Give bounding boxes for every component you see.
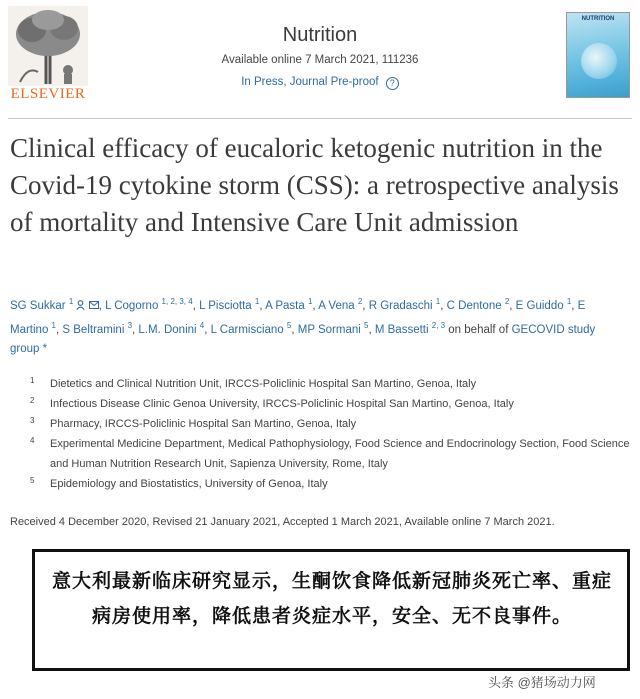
author-link[interactable]: L.M. Donini $^4$ [138,320,205,336]
author-link[interactable]: L Carmisciano $^5$ [210,320,292,336]
journal-cover-thumbnail[interactable] [566,12,630,98]
article-title: Clinical efficacy of eucaloric ketogenic nutrition in the Covid-19 cytokine storm (CSS): a retrospective analysis of mortality and Intensive Care Unit admission [10,133,619,237]
author-link[interactable]: R Gradaschi $^1$ [368,297,441,312]
affiliations [30,374,630,494]
study-group-link[interactable]: GECOVID study group [10,323,596,355]
affiliation-number: 5 [30,476,35,485]
elsevier-wordmark: ELSEVIER [10,86,86,102]
author-link[interactable]: L Cogorno $^{1, 2, 3, 4}$ [105,297,193,312]
status-line[interactable] [0,76,640,90]
corresponding-asterisk[interactable]: * [42,342,48,355]
author-affiliation-ref[interactable]: 2 [357,297,363,306]
author-affiliation-ref[interactable]: 5 [286,320,292,330]
affiliation-item [30,474,630,494]
affiliation-number: 2 [30,396,35,405]
chinese-caption: 意大利最新临床研究显示，生酮饮食降低新冠肺炎死亡率、重症病房使用率，降低患者炎症水平，安全、无不良事件。 [51,570,612,627]
author-affiliation-ref[interactable]: 2, 3 [431,320,446,330]
author-link[interactable]: E Martino $^1$ [10,299,586,336]
affiliation-text: Pharmacy, IRCCS-Policlinic Hospital San Martino, Genoa, Italy [50,418,357,430]
author-affiliation-ref[interactable]: 3 [127,320,133,330]
affiliation-item [30,374,630,394]
affiliation-number: 3 [30,416,35,425]
chinese-caption-box [32,549,630,671]
affiliation-text: Dietetics and Clinical Nutrition Unit, IRCCS-Policlinic Hospital San Martino, Genoa, Italy [50,378,477,390]
affiliation-item [30,394,630,414]
author-link[interactable]: A Vena $^2$ [318,297,363,312]
affiliation-text: Experimental Medicine Department, Medical Pathophysiology, Food Science and Endocrinology Section, Food Science and Human Nutrition Research Unit, Sapienza University, Rome, Italy [50,438,630,470]
author-affiliation-ref[interactable]: 1 [51,320,56,330]
author-link[interactable]: MP Sormani $^5$ [297,320,369,336]
author-affiliation-ref[interactable]: 1, 2, 3, 4 [161,297,193,306]
author-link[interactable]: L Pisciotta $^1$ [199,297,260,312]
author-affiliation-ref[interactable]: 2 [504,297,510,306]
author-affiliation-ref[interactable]: 1 [435,297,441,306]
journal-name[interactable]: Nutrition [282,24,358,46]
cover-title: NUTRITION [581,16,615,22]
author-link[interactable]: S Beltramini $^3$ [62,320,133,336]
watermark: 头条 @猪场动力网 [488,675,596,690]
on-behalf-text: on behalf of [445,323,512,336]
affiliation-number: 4 [30,436,35,445]
affiliation-text: Infectious Disease Clinic Genoa University, IRCCS-Policlinic Hospital San Martino, Genoa, Italy [50,398,514,410]
header-divider [8,118,632,119]
author-affiliation-ref[interactable]: 1 [307,297,313,306]
article-header [0,0,640,118]
affiliation-item [30,434,630,474]
affiliation-text: Epidemiology and Biostatistics, University of Genoa, Italy [50,478,328,490]
author-affiliation-ref[interactable]: 1 [566,297,572,306]
affiliation-item [30,414,630,434]
author-link[interactable]: M Bassetti $^{2, 3}$ [374,320,446,336]
author-affiliation-ref[interactable]: 1 [254,297,260,306]
author-link[interactable]: SG Sukkar $^1$ [10,297,74,312]
affiliation-number: 1 [30,376,35,385]
author-link[interactable]: A Pasta $^1$ [265,297,313,312]
author-list: SG Sukkar $^1$ , L Cogorno $^{1, 2, 3, 4}$, L Pisciotta $^1$, A Pasta $^1$, A Vena $^2$, R Gradaschi $^1$, C Dentone $^2$, E Guiddo $^1$, E Martino $^1$, S Beltramini $^3$, L.M. Donini $^4$, L Carmisciano $^5$, MP Sormani $^5$, M Bassetti $^{2, 3}$ on behalf of GECOVID study group * [10,297,596,355]
availability-line: Available online 7 March 2021, 111236 [221,54,419,66]
article-history: Received 4 December 2020, Revised 21 January 2021, Accepted 1 March 2021, Available online 7 March 2021. [10,516,555,528]
cover-graphic [581,43,617,79]
author-affiliation-ref[interactable]: 1 [68,297,74,306]
status-text[interactable]: In Press, Journal Pre-proof [241,76,379,88]
mail-icon[interactable] [89,301,99,309]
author-link[interactable]: C Dentone $^2$ [446,297,510,312]
author-link[interactable]: E Guiddo $^1$ [515,297,572,312]
person-icon[interactable] [76,300,85,310]
help-icon[interactable]: ? [386,77,399,90]
author-affiliation-ref[interactable]: 4 [199,320,205,330]
author-affiliation-ref[interactable]: 5 [364,320,369,330]
